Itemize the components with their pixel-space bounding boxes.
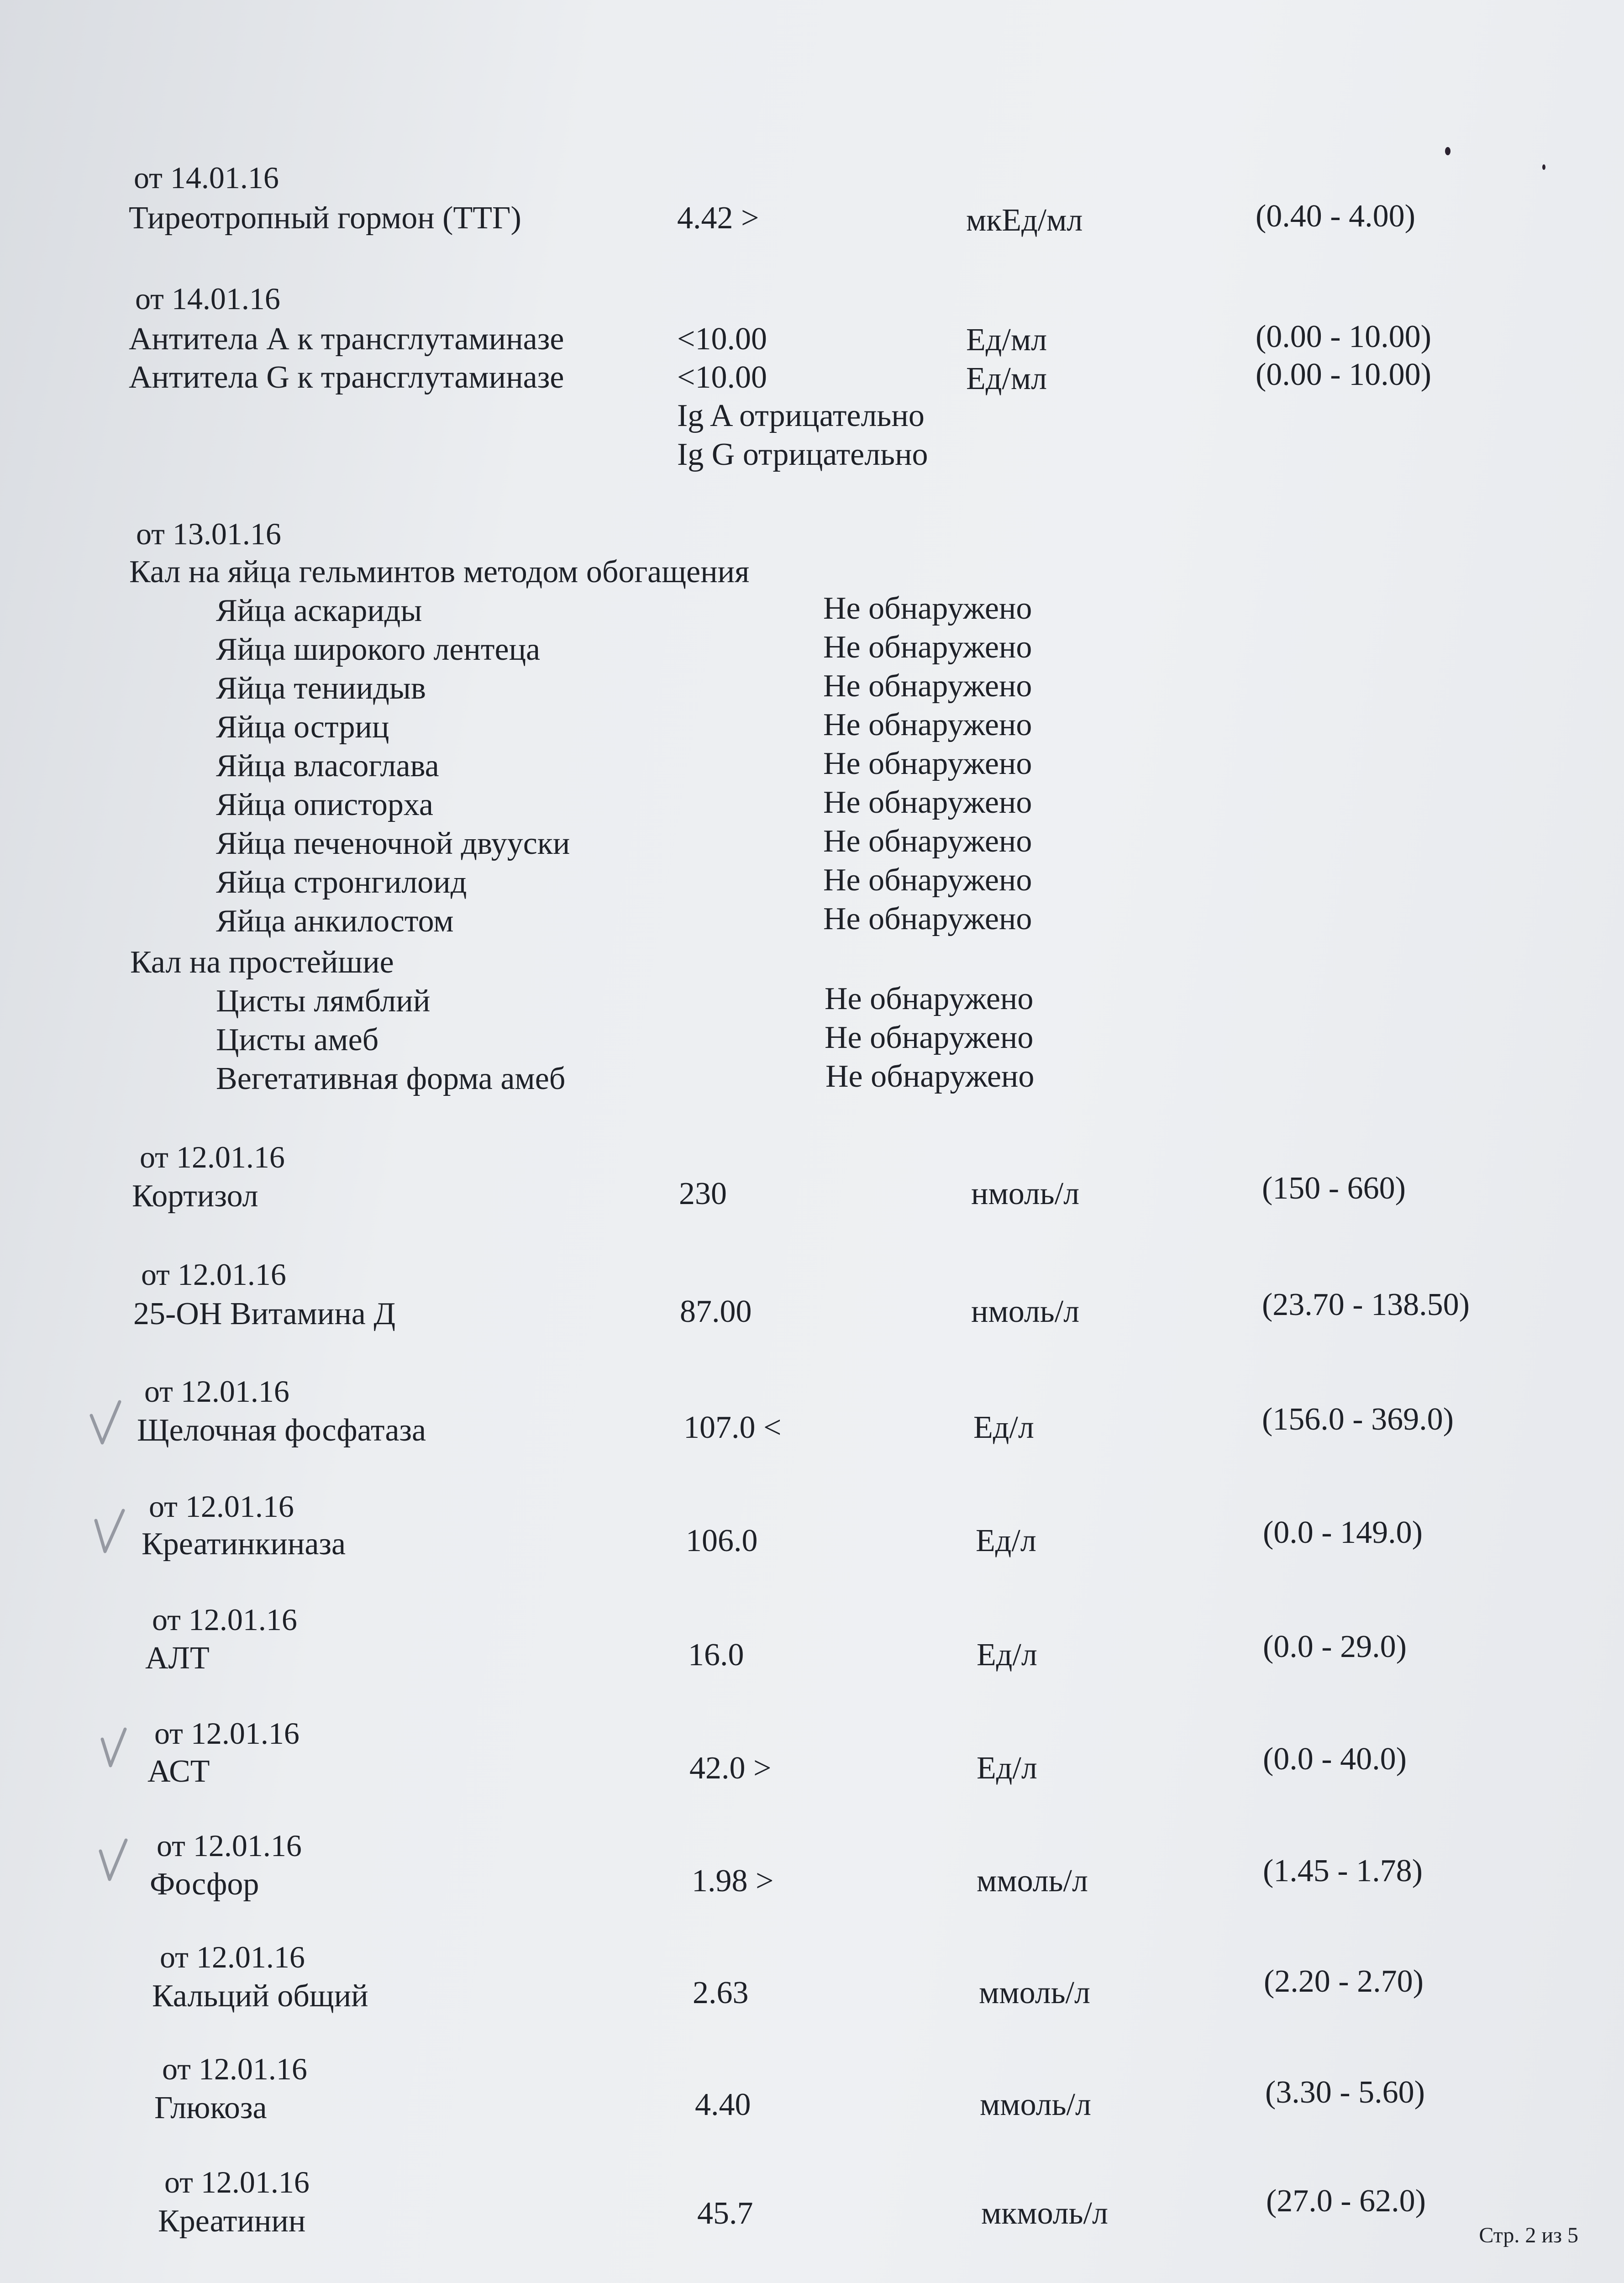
test-range: (0.0 - 149.0) — [1263, 1515, 1423, 1550]
test-value: 87.00 — [680, 1294, 752, 1329]
parasite-name: Яйца власоглава — [216, 748, 439, 784]
group-title: Кал на яйца гельминтов методом обогащения — [129, 554, 750, 589]
test-name: Кортизол — [132, 1178, 258, 1214]
test-value: 4.40 — [695, 2087, 751, 2122]
test-range: (23.70 - 138.50) — [1262, 1287, 1470, 1322]
test-unit: мкмоль/л — [981, 2196, 1108, 2231]
test-unit: нмоль/л — [971, 1176, 1080, 1211]
test-range: (150 - 660) — [1262, 1171, 1406, 1206]
test-name: Антитела А к трансглутаминазе — [129, 321, 564, 357]
test-unit: Ед/л — [977, 1751, 1037, 1786]
test-value: 2.63 — [693, 1975, 749, 2010]
section-date: от 12.01.16 — [162, 2052, 307, 2086]
test-unit: Ед/л — [977, 1637, 1037, 1673]
test-name: Креатинин — [158, 2204, 306, 2239]
section-date: от 12.01.16 — [160, 1940, 305, 1974]
check-mark-icon — [96, 1836, 132, 1886]
test-unit: Ед/мл — [966, 322, 1047, 358]
parasite-name: Цисты амеб — [216, 1022, 379, 1057]
test-value: 106.0 — [686, 1523, 758, 1558]
test-name: Глюкоза — [154, 2090, 267, 2125]
parasite-result: Не обнаружено — [823, 707, 1032, 742]
test-range: (1.45 - 1.78) — [1263, 1853, 1423, 1888]
parasite-name: Яйца широкого лентеца — [216, 632, 541, 667]
parasite-result: Не обнаружено — [823, 901, 1032, 936]
ink-speck-icon — [1445, 147, 1451, 155]
test-value: 230 — [679, 1176, 727, 1211]
test-name: АЛТ — [145, 1641, 210, 1676]
test-name: Фосфор — [150, 1867, 259, 1902]
parasite-name: Яйца анкилостом — [216, 904, 454, 939]
parasite-name: Яйца стронгилоид — [216, 865, 467, 900]
test-value: 16.0 — [688, 1637, 744, 1673]
parasite-name: Яйца тениидыв — [216, 671, 426, 706]
parasite-name: Яйца остриц — [216, 710, 389, 745]
test-value: 45.7 — [697, 2196, 753, 2231]
parasite-result: Не обнаружено — [823, 668, 1032, 704]
test-value: 107.0 < — [683, 1410, 782, 1445]
parasite-name: Яйца описторха — [216, 787, 433, 822]
test-unit: мкЕд/мл — [966, 203, 1083, 238]
parasite-name: Яйца аскариды — [216, 593, 422, 628]
test-unit: ммоль/л — [977, 1863, 1088, 1899]
parasite-result: Не обнаружено — [823, 746, 1032, 781]
section-date: от 12.01.16 — [157, 1828, 302, 1863]
test-name: АСТ — [147, 1754, 210, 1789]
parasite-result: Не обнаружено — [825, 1020, 1034, 1055]
section-date: от 14.01.16 — [134, 160, 279, 195]
test-unit: Ед/л — [973, 1410, 1034, 1445]
test-unit: ммоль/л — [980, 2087, 1091, 2122]
test-range: (3.30 - 5.60) — [1265, 2075, 1425, 2110]
section-date: от 12.01.16 — [154, 1716, 300, 1751]
section-date: от 12.01.16 — [149, 1489, 294, 1524]
test-unit: ммоль/л — [979, 1975, 1090, 2010]
test-name: Антитела G к трансглутаминазе — [129, 360, 564, 395]
check-mark-icon — [88, 1397, 124, 1447]
parasite-result: Не обнаружено — [825, 1059, 1035, 1094]
page-number: Стр. 2 из 5 — [1479, 2223, 1578, 2247]
test-range: (0.40 - 4.00) — [1256, 199, 1415, 234]
parasite-result: Не обнаружено — [823, 591, 1032, 626]
parasite-result: Не обнаружено — [823, 785, 1032, 820]
test-value: 1.98 > — [692, 1863, 774, 1899]
check-mark-icon — [91, 1507, 128, 1557]
ink-speck-icon — [1542, 164, 1545, 170]
parasite-result: Не обнаружено — [825, 981, 1034, 1016]
parasite-result: Не обнаружено — [823, 824, 1032, 859]
test-range: (2.20 - 2.70) — [1264, 1964, 1424, 1999]
test-name: Креатинкиназа — [142, 1526, 346, 1562]
test-unit: Ед/л — [976, 1523, 1036, 1558]
parasite-result: Не обнаружено — [823, 863, 1032, 898]
section-date: от 12.01.16 — [141, 1257, 286, 1292]
group-title: Кал на простейшие — [130, 945, 394, 980]
test-value: <10.00 — [677, 321, 767, 357]
result-note: Ig A отрицательно — [677, 398, 925, 433]
test-range: (0.0 - 40.0) — [1263, 1741, 1407, 1777]
section-date: от 12.01.16 — [144, 1374, 289, 1409]
check-mark-icon — [97, 1724, 133, 1774]
result-note: Ig G отрицательно — [677, 437, 928, 472]
parasite-result: Не обнаружено — [823, 630, 1032, 665]
test-unit: нмоль/л — [971, 1294, 1080, 1329]
test-name: 25-ОН Витамина Д — [133, 1296, 396, 1331]
parasite-name: Вегетативная форма амеб — [216, 1061, 566, 1096]
test-unit: Ед/мл — [966, 361, 1047, 396]
parasite-name: Цисты лямблий — [216, 984, 431, 1019]
test-range: (0.0 - 29.0) — [1263, 1629, 1407, 1664]
test-range: (156.0 - 369.0) — [1262, 1402, 1454, 1437]
section-date: от 12.01.16 — [164, 2165, 310, 2199]
test-value: <10.00 — [677, 360, 767, 395]
test-name: Тиреотропный гормон (ТТГ) — [129, 200, 521, 236]
section-date: от 13.01.16 — [136, 516, 281, 551]
test-value: 42.0 > — [689, 1751, 772, 1786]
section-date: от 14.01.16 — [135, 281, 280, 316]
test-name: Щелочная фосфатаза — [137, 1413, 426, 1448]
test-value: 4.42 > — [677, 200, 759, 236]
test-range: (0.00 - 10.00) — [1256, 357, 1431, 392]
test-range: (0.00 - 10.00) — [1256, 319, 1431, 354]
test-name: Кальций общий — [152, 1978, 368, 2014]
test-range: (27.0 - 62.0) — [1266, 2183, 1426, 2219]
section-date: от 12.01.16 — [140, 1140, 285, 1174]
section-date: от 12.01.16 — [152, 1602, 297, 1637]
parasite-name: Яйца печеночной двууски — [216, 826, 570, 861]
